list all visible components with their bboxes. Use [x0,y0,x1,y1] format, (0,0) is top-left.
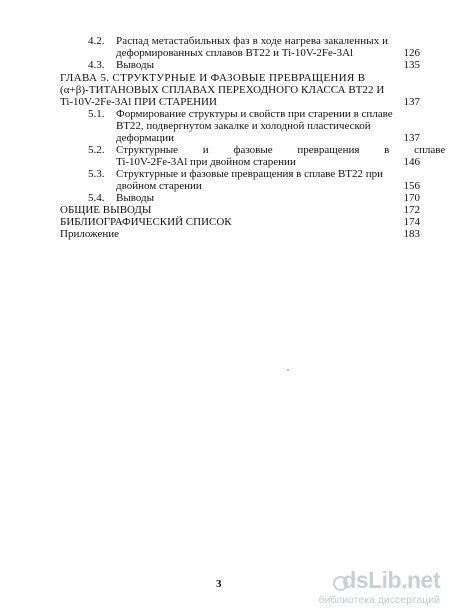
toc-number: 5.2. [88,144,105,156]
toc-page-number: 135 [403,59,420,71]
toc-entry-text: деформированных сплавов ВТ22 и Ti-10V-2Fe-3Al [116,47,354,59]
toc-chapter-heading: Ti-10V-2Fe-3Al ПРИ СТАРЕНИИ [60,96,217,108]
toc-entry-text: Структурные и фазовые превращения в сплаве ВТ22 при [116,168,383,180]
toc-section-heading: ОБЩИЕ ВЫВОДЫ [60,204,152,216]
toc-entry-text: двойном старении [116,180,202,192]
toc-section-heading: БИБЛИОГРАФИЧЕСКИЙ СПИСОК [60,216,232,228]
toc-page-number: 170 [403,192,420,204]
toc-number: 5.4. [88,192,105,204]
toc-page-number: 172 [403,204,420,216]
toc-entry-text: ВТ22, подвергнутом закалке и холодной пластической [116,120,371,132]
page-number: 3 [216,578,222,590]
toc-page-number: 137 [403,96,420,108]
toc-number: 5.1. [88,108,105,120]
toc-entry-text: Формирование структуры и свойств при старении в сплаве [116,108,393,120]
toc-number: 4.3. [88,59,105,71]
toc-page-number: 146 [403,156,420,168]
toc-page-number: 174 [403,216,420,228]
toc-page-number: 156 [403,180,420,192]
toc-entry-text: Распад метастабильных фаз в ходе нагрева закаленных и [116,35,389,47]
toc-page-number: 137 [403,132,420,144]
toc-number: 4.2. [88,35,105,47]
watermark-subtitle: библиотека диссертаций [318,594,440,606]
toc-section-heading: Приложение [60,228,120,240]
toc-entry-text: деформации [116,132,175,144]
toc-chapter-heading: ГЛАВА 5. СТРУКТУРНЫЕ И ФАЗОВЫЕ ПРЕВРАЩЕНИЯ В [60,72,366,84]
toc-number: 5.3. [88,168,105,180]
toc-chapter-heading: (α+β)-ТИТАНОВЫХ СПЛАВАХ ПЕРЕХОДНОГО КЛАССА ВТ22 И [60,84,385,96]
toc-entry-text: Структурные и фазовые превращения в сплаве [116,144,446,156]
watermark [290,567,440,607]
scan-speck [287,369,289,371]
watermark-logo: dsLib.net [342,567,440,593]
toc-entry-text: Выводы [116,59,155,71]
toc-entry-text: Выводы [116,192,155,204]
toc-page-number: 183 [403,228,420,240]
toc-page-number: 126 [403,47,420,59]
toc-entry-text: Ti-10V-2Fe-3Al при двойном старении [116,156,296,168]
